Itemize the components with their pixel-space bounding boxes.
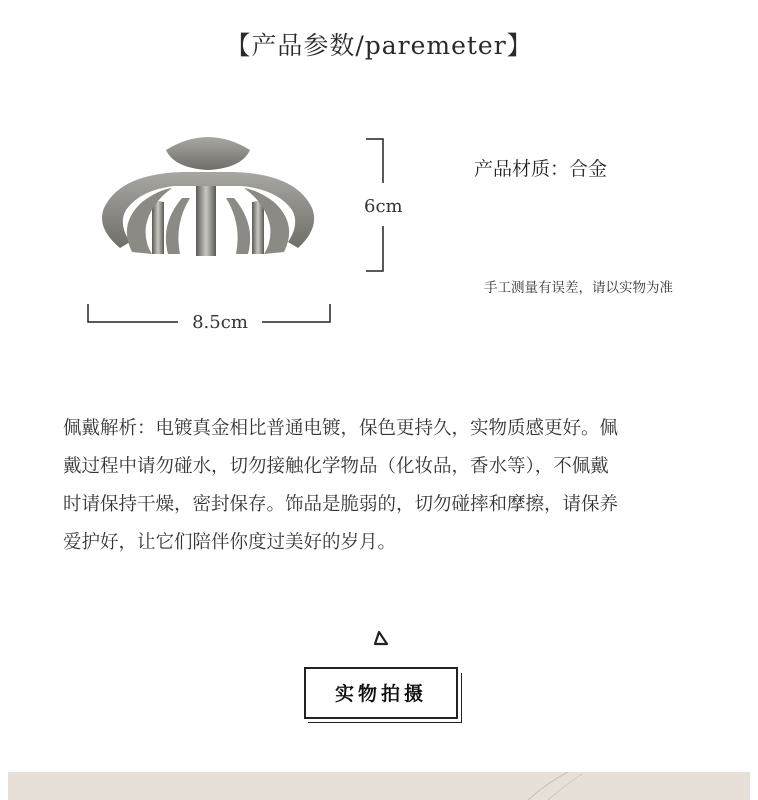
description-line: 时请保持干燥，密封保存。饰品是脆弱的，切勿碰摔和摩擦，请保养 [63,494,619,515]
description-line: 爱护好，让它们陪伴你度过美好的岁月。 [63,532,397,553]
triangle-arrow-icon [372,630,390,646]
measurement-note: 手工测量有误差，请以实物为准 [484,280,673,296]
product-photo-preview [8,772,750,800]
description-line: 戴过程中请勿碰水，切勿接触化学物品（化妆品，香水等），不佩戴 [63,456,609,477]
real-photo-section-label [304,667,458,719]
hair-claw-clip-image [92,128,324,268]
page-title: 【产品参数/paremeter】 [225,31,533,60]
width-label: 8.5cm [178,312,262,333]
wear-description [63,410,703,562]
real-photo-label: 实物拍摄 [334,683,427,705]
description-line: 佩戴解析：电镀真金相比普通电镀，保色更持久，实物质感更好。佩 [63,418,619,439]
height-label: 6cm [364,196,403,217]
material-label: 产品材质：合金 [474,158,608,180]
